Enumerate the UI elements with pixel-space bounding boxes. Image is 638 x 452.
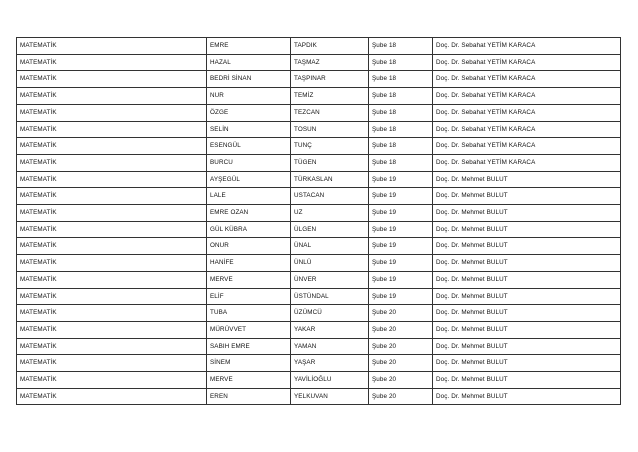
section-cell: Şube 18 (369, 138, 433, 155)
instructor-cell: Doç. Dr. Sebahat YETİM KARACA (433, 138, 621, 155)
table-row (17, 338, 621, 355)
section-cell: Şube 19 (369, 221, 433, 238)
table-row (17, 121, 621, 138)
section-cell: Şube 19 (369, 271, 433, 288)
first-name-cell: EMRE OZAN (207, 205, 291, 222)
last-name-cell: TOSUN (291, 121, 369, 138)
last-name-cell: YAVİLİOĞLU (291, 372, 369, 389)
last-name-cell: ÜNVER (291, 271, 369, 288)
roster-body (17, 38, 621, 405)
section-cell: Şube 18 (369, 104, 433, 121)
department-cell: MATEMATİK (17, 154, 207, 171)
instructor-cell: Doç. Dr. Mehmet BULUT (433, 305, 621, 322)
instructor-cell: Doç. Dr. Sebahat YETİM KARACA (433, 154, 621, 171)
section-cell: Şube 19 (369, 171, 433, 188)
table-row (17, 88, 621, 105)
section-cell: Şube 20 (369, 305, 433, 322)
department-cell: MATEMATİK (17, 388, 207, 405)
table-row (17, 171, 621, 188)
department-cell: MATEMATİK (17, 88, 207, 105)
table-row (17, 372, 621, 389)
last-name-cell: UZ (291, 205, 369, 222)
department-cell: MATEMATİK (17, 271, 207, 288)
last-name-cell: USTACAN (291, 188, 369, 205)
first-name-cell: HANİFE (207, 255, 291, 272)
table-row (17, 154, 621, 171)
first-name-cell: SİNEM (207, 355, 291, 372)
section-cell: Şube 20 (369, 355, 433, 372)
last-name-cell: TAŞPINAR (291, 71, 369, 88)
instructor-cell: Doç. Dr. Mehmet BULUT (433, 205, 621, 222)
department-cell: MATEMATİK (17, 171, 207, 188)
department-cell: MATEMATİK (17, 338, 207, 355)
first-name-cell: BEDRİ SİNAN (207, 71, 291, 88)
last-name-cell: TEZCAN (291, 104, 369, 121)
section-cell: Şube 19 (369, 188, 433, 205)
last-name-cell: TÜGEN (291, 154, 369, 171)
last-name-cell: YAŞAR (291, 355, 369, 372)
instructor-cell: Doç. Dr. Mehmet BULUT (433, 271, 621, 288)
table-row (17, 271, 621, 288)
last-name-cell: ÜNLÜ (291, 255, 369, 272)
last-name-cell: ÜSTÜNDAL (291, 288, 369, 305)
section-cell: Şube 18 (369, 121, 433, 138)
first-name-cell: MÜRÜVVET (207, 321, 291, 338)
instructor-cell: Doç. Dr. Mehmet BULUT (433, 255, 621, 272)
instructor-cell: Doç. Dr. Mehmet BULUT (433, 221, 621, 238)
table-row (17, 188, 621, 205)
instructor-cell: Doç. Dr. Sebahat YETİM KARACA (433, 88, 621, 105)
section-cell: Şube 18 (369, 154, 433, 171)
first-name-cell: TUBA (207, 305, 291, 322)
first-name-cell: MERVE (207, 271, 291, 288)
last-name-cell: TAPDIK (291, 38, 369, 55)
section-cell: Şube 18 (369, 71, 433, 88)
first-name-cell: SELİN (207, 121, 291, 138)
department-cell: MATEMATİK (17, 38, 207, 55)
department-cell: MATEMATİK (17, 104, 207, 121)
instructor-cell: Doç. Dr. Sebahat YETİM KARACA (433, 54, 621, 71)
table-row (17, 388, 621, 405)
instructor-cell: Doç. Dr. Mehmet BULUT (433, 188, 621, 205)
table-row (17, 71, 621, 88)
instructor-cell: Doç. Dr. Mehmet BULUT (433, 355, 621, 372)
department-cell: MATEMATİK (17, 288, 207, 305)
last-name-cell: ÜLGEN (291, 221, 369, 238)
first-name-cell: ONUR (207, 238, 291, 255)
table-row (17, 238, 621, 255)
department-cell: MATEMATİK (17, 255, 207, 272)
instructor-cell: Doç. Dr. Sebahat YETİM KARACA (433, 71, 621, 88)
last-name-cell: ÜNAL (291, 238, 369, 255)
section-cell: Şube 19 (369, 288, 433, 305)
last-name-cell: TEMİZ (291, 88, 369, 105)
department-cell: MATEMATİK (17, 121, 207, 138)
instructor-cell: Doç. Dr. Sebahat YETİM KARACA (433, 38, 621, 55)
instructor-cell: Doç. Dr. Sebahat YETİM KARACA (433, 104, 621, 121)
first-name-cell: ESENGÜL (207, 138, 291, 155)
first-name-cell: EREN (207, 388, 291, 405)
table-row (17, 205, 621, 222)
department-cell: MATEMATİK (17, 372, 207, 389)
table-row (17, 355, 621, 372)
table-row (17, 54, 621, 71)
last-name-cell: TAŞMAZ (291, 54, 369, 71)
table-row (17, 138, 621, 155)
section-cell: Şube 20 (369, 338, 433, 355)
table-row (17, 321, 621, 338)
section-cell: Şube 19 (369, 255, 433, 272)
first-name-cell: MERVE (207, 372, 291, 389)
first-name-cell: SABIH EMRE (207, 338, 291, 355)
instructor-cell: Doç. Dr. Mehmet BULUT (433, 288, 621, 305)
last-name-cell: ÜZÜMCÜ (291, 305, 369, 322)
section-cell: Şube 20 (369, 388, 433, 405)
department-cell: MATEMATİK (17, 221, 207, 238)
table-row (17, 221, 621, 238)
department-cell: MATEMATİK (17, 238, 207, 255)
last-name-cell: TÜRKASLAN (291, 171, 369, 188)
first-name-cell: NUR (207, 88, 291, 105)
department-cell: MATEMATİK (17, 54, 207, 71)
first-name-cell: HAZAL (207, 54, 291, 71)
department-cell: MATEMATİK (17, 205, 207, 222)
instructor-cell: Doç. Dr. Mehmet BULUT (433, 321, 621, 338)
section-cell: Şube 19 (369, 205, 433, 222)
department-cell: MATEMATİK (17, 138, 207, 155)
first-name-cell: AYŞEGÜL (207, 171, 291, 188)
section-cell: Şube 20 (369, 321, 433, 338)
first-name-cell: ELİF (207, 288, 291, 305)
last-name-cell: YELKUVAN (291, 388, 369, 405)
first-name-cell: LALE (207, 188, 291, 205)
department-cell: MATEMATİK (17, 305, 207, 322)
section-cell: Şube 18 (369, 88, 433, 105)
department-cell: MATEMATİK (17, 355, 207, 372)
last-name-cell: TUNÇ (291, 138, 369, 155)
section-cell: Şube 20 (369, 372, 433, 389)
instructor-cell: Doç. Dr. Mehmet BULUT (433, 238, 621, 255)
first-name-cell: ÖZGE (207, 104, 291, 121)
instructor-cell: Doç. Dr. Mehmet BULUT (433, 388, 621, 405)
section-cell: Şube 18 (369, 38, 433, 55)
last-name-cell: YAKAR (291, 321, 369, 338)
table-row (17, 255, 621, 272)
department-cell: MATEMATİK (17, 71, 207, 88)
document-page (16, 37, 620, 405)
student-roster-table (16, 37, 621, 405)
first-name-cell: GÜL KÜBRA (207, 221, 291, 238)
instructor-cell: Doç. Dr. Sebahat YETİM KARACA (433, 121, 621, 138)
department-cell: MATEMATİK (17, 321, 207, 338)
first-name-cell: BURCU (207, 154, 291, 171)
table-row (17, 288, 621, 305)
last-name-cell: YAMAN (291, 338, 369, 355)
table-row (17, 38, 621, 55)
department-cell: MATEMATİK (17, 188, 207, 205)
first-name-cell: EMRE (207, 38, 291, 55)
instructor-cell: Doç. Dr. Mehmet BULUT (433, 338, 621, 355)
table-row (17, 104, 621, 121)
table-row (17, 305, 621, 322)
instructor-cell: Doç. Dr. Mehmet BULUT (433, 171, 621, 188)
section-cell: Şube 18 (369, 54, 433, 71)
section-cell: Şube 19 (369, 238, 433, 255)
instructor-cell: Doç. Dr. Mehmet BULUT (433, 372, 621, 389)
